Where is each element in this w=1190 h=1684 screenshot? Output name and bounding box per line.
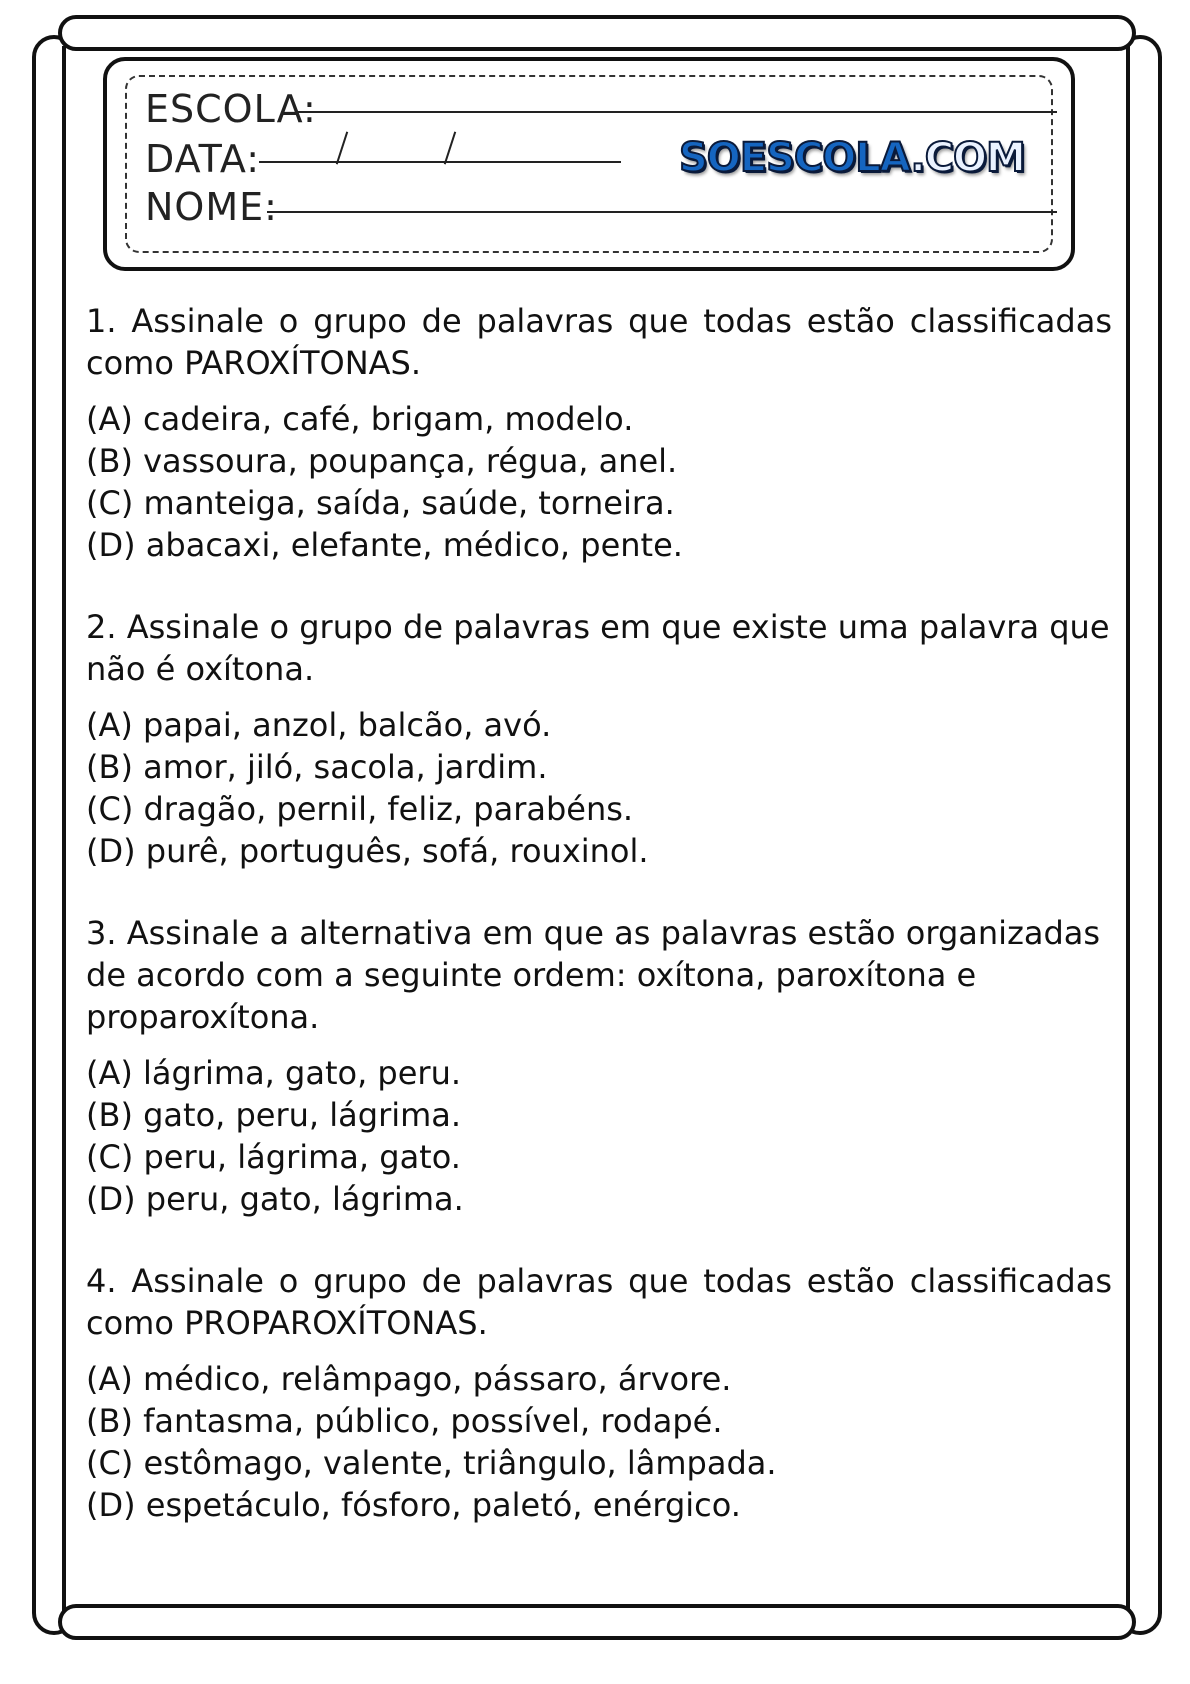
option-a[interactable]: (A) médico, relâmpago, pássaro, árvore. [86, 1360, 732, 1398]
question-4 [86, 1260, 1112, 1526]
question-3 [86, 912, 1112, 1220]
question-text: 4. Assinale o grupo de palavras que todas estão classificadas como PROPAROXÍTONAS. [86, 1262, 1112, 1342]
nome-label: NOME: [145, 185, 278, 229]
question-1 [86, 300, 1112, 566]
question-text: 1. Assinale o grupo de palavras que todas estão classificadas como PAROXÍTONAS. [86, 302, 1112, 382]
option-b[interactable]: (B) amor, jiló, sacola, jardim. [86, 748, 548, 786]
option-c[interactable]: (C) estômago, valente, triângulo, lâmpada. [86, 1444, 777, 1482]
student-info-box [103, 57, 1075, 271]
data-field[interactable] [259, 161, 621, 163]
option-a[interactable]: (A) cadeira, café, brigam, modelo. [86, 400, 634, 438]
option-b[interactable]: (B) gato, peru, lágrima. [86, 1096, 462, 1134]
scroll-frame-bottom [58, 1604, 1136, 1640]
nome-field[interactable] [267, 211, 1057, 213]
option-d[interactable]: (D) abacaxi, elefante, médico, pente. [86, 526, 683, 564]
soescola-logo [679, 135, 1025, 181]
escola-label: ESCOLA: [145, 87, 317, 131]
option-d[interactable]: (D) peru, gato, lágrima. [86, 1180, 464, 1218]
option-c[interactable]: (C) peru, lágrima, gato. [86, 1138, 461, 1176]
option-c[interactable]: (C) manteiga, saída, saúde, torneira. [86, 484, 675, 522]
questions-list [86, 300, 1112, 1566]
option-d[interactable]: (D) espetáculo, fósforo, paletó, enérgico. [86, 1486, 741, 1524]
logo-text: SOESCOLA [679, 135, 911, 181]
escola-field[interactable] [295, 111, 1057, 113]
scroll-frame-top [58, 15, 1136, 51]
question-2 [86, 606, 1112, 872]
option-b[interactable]: (B) vassoura, poupança, régua, anel. [86, 442, 678, 480]
logo-suffix: .COM [910, 135, 1025, 181]
option-c[interactable]: (C) dragão, pernil, feliz, parabéns. [86, 790, 634, 828]
question-text: 2. Assinale o grupo de palavras em que existe uma palavra que não é oxítona. [86, 608, 1110, 688]
option-a[interactable]: (A) papai, anzol, balcão, avó. [86, 706, 552, 744]
option-d[interactable]: (D) purê, português, sofá, rouxinol. [86, 832, 649, 870]
option-a[interactable]: (A) lágrima, gato, peru. [86, 1054, 462, 1092]
option-b[interactable]: (B) fantasma, público, possível, rodapé. [86, 1402, 723, 1440]
question-text: 3. Assinale a alternativa em que as palavras estão organizadas de acordo com a seguinte ordem: oxítona, paroxítona e proparoxítona. [86, 914, 1101, 1036]
data-label: DATA: [145, 137, 261, 181]
